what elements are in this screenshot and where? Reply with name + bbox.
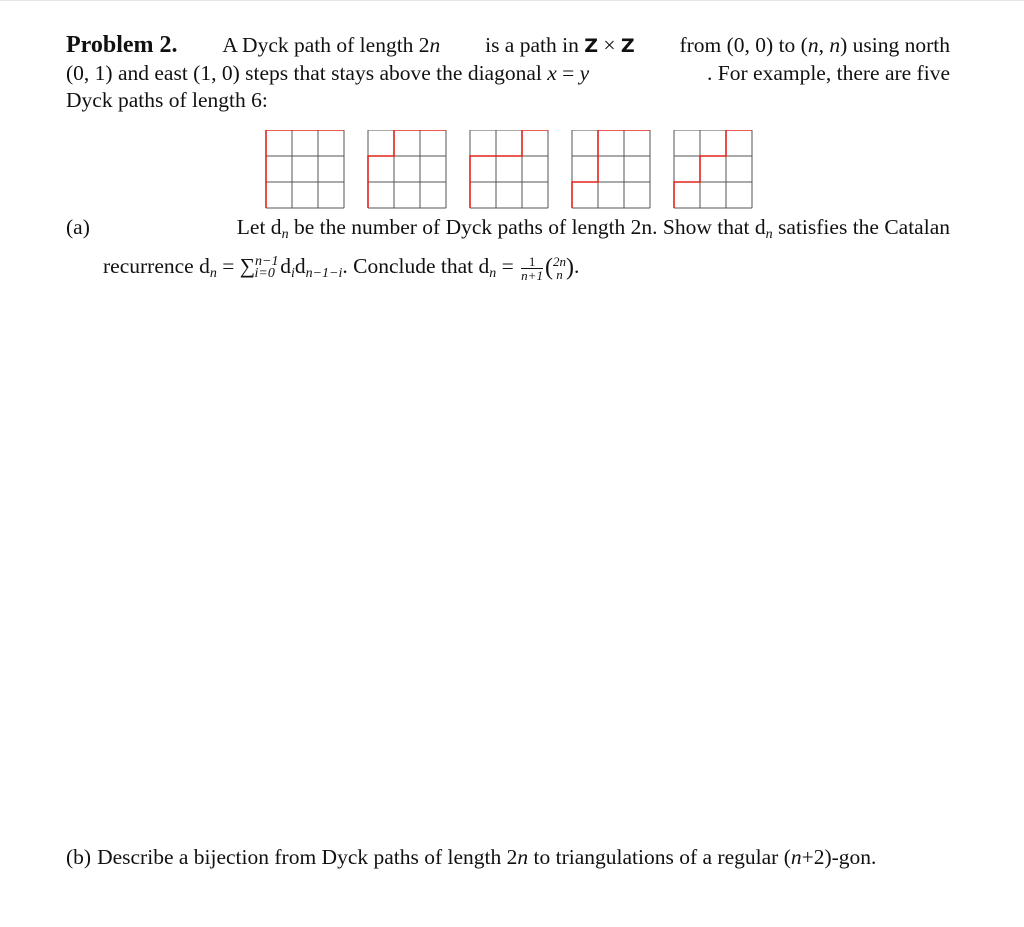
t: n: [765, 227, 773, 242]
t: n: [829, 33, 841, 57]
t: (0, 1) and east (1, 0) steps that stays above the diagonal: [66, 61, 548, 85]
dyck-grid-4: [572, 130, 650, 208]
t: Z: [620, 35, 635, 57]
t: . Conclude that d: [342, 254, 490, 278]
dyck-path-line: [470, 130, 548, 208]
t: +2)-gon.: [801, 845, 877, 869]
binomial: [553, 255, 566, 281]
t: x: [547, 61, 557, 85]
t: =: [556, 61, 580, 85]
t: ×: [598, 33, 621, 57]
t: Let d: [236, 215, 282, 239]
t: n: [790, 845, 802, 869]
t: n−1−i: [305, 266, 343, 281]
t: be the number of Dyck paths of length 2n. Show that d: [288, 215, 766, 239]
t: n: [429, 33, 441, 57]
problem-line-2-a: [66, 60, 589, 87]
part-a-line-2: [66, 248, 950, 287]
fraction: [521, 255, 543, 282]
t: n: [209, 266, 217, 281]
dyck-grid-3: [470, 130, 548, 208]
problem-line-3-text: Dyck paths of length 6:: [66, 88, 268, 112]
binom-bottom: n: [556, 267, 563, 283]
dyck-grid-2: [368, 130, 446, 208]
dyck-path-line: [266, 130, 344, 208]
dyck-path-line: [368, 130, 446, 208]
dyck-path-line: [572, 130, 650, 208]
problem-line-1: [66, 32, 950, 60]
problem-line-3: [66, 87, 950, 114]
t: n: [517, 845, 529, 869]
paren-open: (: [544, 254, 553, 281]
dyck-path-line: [674, 130, 752, 208]
part-a-line-1-text: [237, 214, 950, 248]
frac-num: 1: [521, 255, 543, 269]
t: n: [281, 227, 289, 242]
paren-close: ): [565, 254, 574, 281]
part-a: [66, 214, 950, 287]
sum-lower: i=0: [254, 266, 275, 281]
part-a-line-1: [66, 214, 950, 248]
t: ,: [818, 33, 830, 57]
problem-line-1-c: [679, 32, 950, 60]
t: i: [290, 266, 295, 281]
t: Z: [584, 35, 598, 57]
t: to triangulations of a regular (: [528, 845, 791, 869]
part-a-recurrence: recurrence $d_n = \sum^{n-1}_{i=0}$ $d_id_{n-1-i}$. Conclude that $d_n$ = $\frac{1}{n+1}$ ( 2n n ).: [103, 253, 580, 283]
t: n: [807, 33, 819, 57]
dyck-path-figures: [264, 130, 754, 210]
top-border: [0, 0, 1024, 1]
t: d: [274, 254, 291, 278]
t: y: [579, 61, 590, 85]
dyck-grid-5: [674, 130, 752, 208]
frac-den: n+1: [521, 267, 543, 283]
problem-label: Problem 2.: [66, 32, 178, 58]
part-b-text: [97, 844, 876, 871]
t: n: [489, 266, 497, 281]
dyck-grid-1: [266, 130, 344, 208]
t: satisfies the Catalan: [772, 215, 950, 239]
t: =: [496, 254, 520, 278]
problem-line-2-b: . For example, there are five: [707, 61, 950, 85]
t: recurrence d: [103, 254, 210, 278]
part-a-label: (a): [66, 215, 90, 239]
part-b-line: [66, 844, 950, 871]
problem-statement: [66, 32, 950, 114]
t: is a path in: [485, 33, 585, 57]
problem-line-1-b: [485, 32, 635, 60]
t: d: [294, 254, 306, 278]
part-b: [66, 844, 950, 871]
part-b-label: (b): [66, 845, 92, 869]
problem-line-1-a: [222, 32, 440, 60]
sum-upper: n−1: [255, 254, 279, 269]
problem-line-2: [66, 60, 950, 87]
t: A Dyck path of length 2: [222, 33, 430, 57]
binom-top: 2n: [552, 254, 566, 270]
t: from (0, 0) to (: [679, 33, 808, 57]
sum-sign: = ∑: [216, 254, 256, 278]
t: ) using north: [840, 33, 950, 57]
t: Describe a bijection from Dyck paths of length 2: [97, 845, 518, 869]
